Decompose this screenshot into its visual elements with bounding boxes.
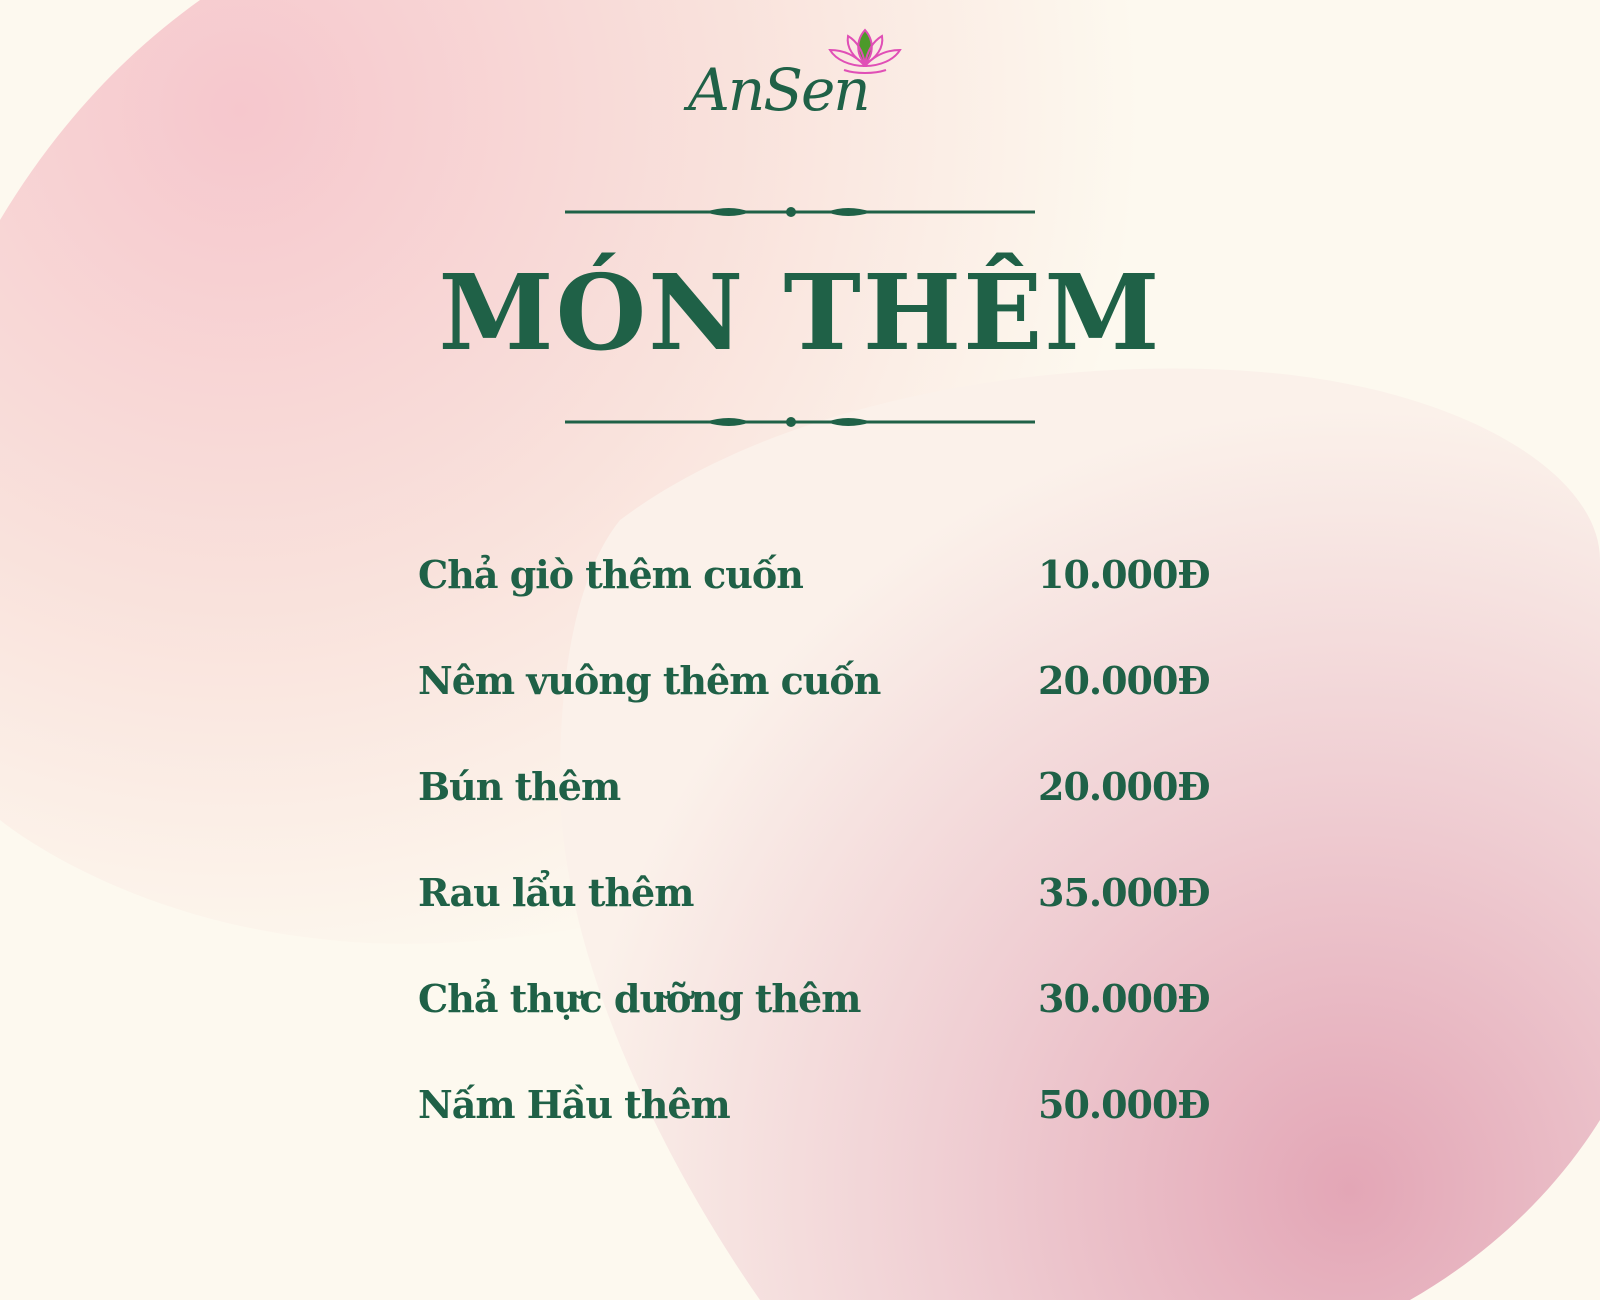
menu-item-price: 20.000Đ xyxy=(1038,658,1210,703)
menu-item-name: Nấm Hầu thêm xyxy=(418,1082,730,1127)
menu-item-price: 30.000Đ xyxy=(1038,976,1210,1021)
menu-item-name: Bún thêm xyxy=(418,764,621,809)
menu-item-price: 50.000Đ xyxy=(1038,1082,1210,1127)
menu-item xyxy=(418,863,1210,969)
menu-item-name: Chả giò thêm cuốn xyxy=(418,552,803,597)
menu-item-name: Chả thực dưỡng thêm xyxy=(418,976,861,1021)
menu-item-name: Nêm vuông thêm cuốn xyxy=(418,658,881,703)
page-title: MÓN THÊM xyxy=(438,251,1162,374)
menu-item xyxy=(418,969,1210,1075)
menu-item xyxy=(418,1075,1210,1181)
brand-logo xyxy=(680,20,920,135)
menu-item-price: 35.000Đ xyxy=(1038,870,1210,915)
menu-item xyxy=(418,757,1210,863)
ornament-divider-bottom xyxy=(565,412,1035,432)
menu-list xyxy=(418,545,1210,1181)
menu-item xyxy=(418,651,1210,757)
menu-item xyxy=(418,545,1210,651)
ornament-divider-top xyxy=(565,202,1035,222)
menu-item-name: Rau lẩu thêm xyxy=(418,870,694,915)
menu-item-price: 20.000Đ xyxy=(1038,764,1210,809)
brand-name: AnSen xyxy=(688,56,869,124)
menu-item-price: 10.000Đ xyxy=(1038,552,1210,597)
